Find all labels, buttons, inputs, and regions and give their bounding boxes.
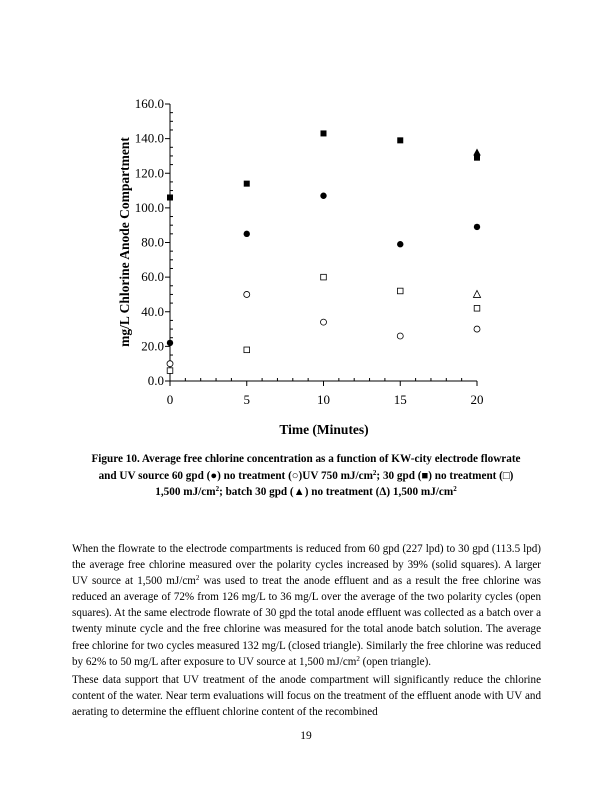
data-point-open-square: [244, 347, 250, 353]
data-point-filled-triangle: [473, 148, 481, 155]
y-tick-label: 20.0: [141, 338, 164, 354]
y-tick-label: 80.0: [141, 234, 164, 250]
caption-line-3: [66, 484, 546, 501]
caption-superscript: 2: [453, 485, 457, 493]
caption-line-1: Figure 10. Average free chlorine concentration as a function of KW-city electrode flowrate: [91, 453, 521, 465]
y-tick-label: 160.0: [134, 96, 164, 111]
data-point-open-circle: [321, 319, 327, 325]
y-tick-label: 100.0: [134, 199, 164, 215]
paragraph-text: (open triangle).: [359, 655, 432, 668]
data-point-open-square: [397, 288, 403, 294]
data-point-open-circle: [397, 333, 403, 339]
data-point-filled-circle: [244, 231, 250, 237]
data-point-filled-circle: [397, 241, 403, 247]
body-paragraph-2: These data support that UV treatment of the anode compartment will significantly reduce the chlorine content of the water. Near term evaluations will focus on the treatment of the effluent anode with UV and aerating to determine the effluent chlorine content of the recombined: [72, 674, 541, 719]
data-point-filled-square: [244, 181, 250, 187]
caption-line-2: [66, 468, 546, 485]
y-tick-label: 40.0: [141, 303, 164, 319]
data-point-open-square: [474, 305, 480, 311]
data-point-filled-circle: [474, 224, 480, 230]
data-point-filled-circle: [320, 193, 326, 199]
paragraph-text: When the flowrate to the electrode compartments is reduced from 60 gpd (227 lpd) to 30 gpd (113.5 lpd) the average free chlorine measured over the polarity cycles increased by 39% (solid squares). A larger UV source at 1,500 mJ/cm: [72, 543, 541, 588]
data-point-filled-square: [474, 155, 480, 161]
body-paragraph-1: [72, 541, 541, 670]
chart-tick-labels: [135, 96, 484, 407]
figure-caption: [66, 451, 546, 501]
y-tick-label: 140.0: [134, 130, 164, 146]
caption-superscript: 2: [215, 485, 220, 493]
caption-text: 1,500 mJ/cm: [155, 486, 216, 498]
x-tick-label: 15: [393, 392, 407, 407]
caption-text: and UV source 60 gpd (●) no treatment (○)UV 750 mJ/cm: [98, 469, 373, 482]
y-tick-label: 120.0: [134, 165, 164, 181]
data-point-open-circle: [167, 361, 173, 367]
caption-text: ; 30 gpd (■) no treatment (□): [376, 469, 514, 482]
data-point-filled-square: [397, 137, 403, 143]
x-tick-label: 20: [470, 392, 484, 407]
x-tick-label: 5: [243, 392, 250, 407]
paragraph-superscript: 2: [195, 574, 200, 583]
page-number: 19: [300, 730, 312, 742]
data-point-filled-circle: [167, 340, 173, 346]
y-tick-label: 0.0: [147, 373, 164, 388]
data-point-open-square: [167, 368, 173, 374]
data-point-open-square: [321, 274, 327, 280]
caption-text: ; batch 30 gpd (▲) no treatment (Δ) 1,500 mJ/cm: [219, 486, 454, 498]
caption-superscript: 2: [372, 468, 377, 477]
x-tick-label: 0: [166, 392, 174, 407]
data-point-filled-square: [167, 194, 173, 200]
chart-axes: [170, 104, 477, 381]
data-point-filled-square: [321, 130, 327, 136]
x-tick-label: 10: [317, 392, 330, 407]
y-axis-label: mg/L Chlorine Anode Compartment: [117, 137, 132, 347]
x-axis-label: Time (Minutes): [279, 422, 369, 437]
chart-points: [167, 130, 481, 373]
paragraph-text: was used to treat the anode effluent and as a result the free chlorine was reduced an average of 72% from 126 mg/L to 36 mg/L over the average of the two polarity cycles (open squares). At the same electrode flowrate of 30 gpd the total anode effluent was collected as a batch over a twenty minute cycle and the free chlorine was measured for the total anode batch solution. The average free chlorine for two cycles measured 132 mg/L (closed triangle). Similarly the free chlorine was reduced by 62% to 50 mg/L after exposure to UV source at 1,500 mJ/cm: [72, 575, 541, 668]
data-point-open-circle: [474, 326, 480, 332]
data-point-open-circle: [244, 291, 250, 297]
y-tick-label: 60.0: [141, 269, 164, 285]
data-point-open-triangle: [473, 290, 480, 297]
paragraph-superscript: 2: [356, 654, 360, 663]
chart-ticks: [165, 104, 477, 386]
